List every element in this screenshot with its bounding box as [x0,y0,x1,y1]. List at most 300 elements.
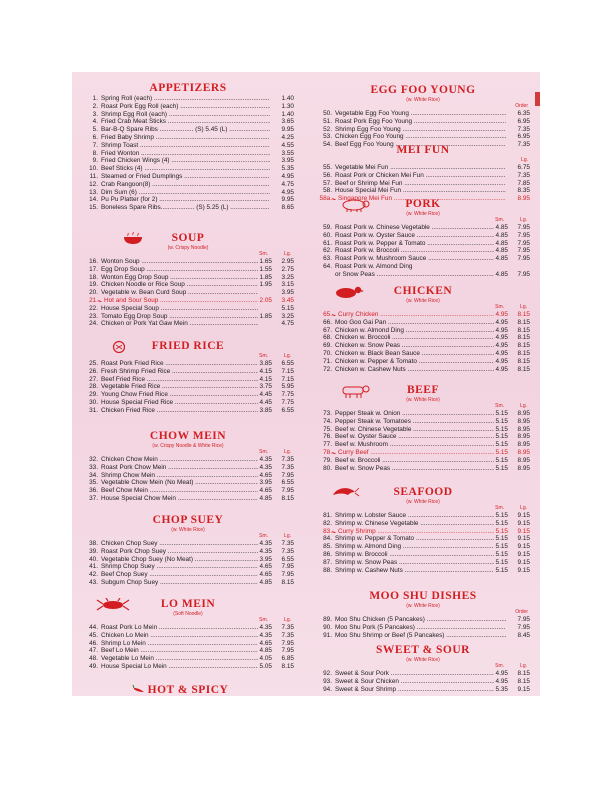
item-name: Singapore Mei Fun ..... [338,195,506,203]
section-title-text: APPETIZERS [149,82,227,94]
item-price-large: 7.35 [281,624,294,631]
section-title [316,590,530,603]
item-price-small: 3.75 [259,383,272,391]
item-name: Curry Shrimp ..... [338,528,494,536]
item-price: 9.95 [281,196,294,204]
section-title-text: CHOP SUEY [152,514,224,526]
item-price-small: 4.65 [259,471,272,479]
chicken-icon [332,285,366,297]
item-price-small: 1.85 [259,273,272,281]
lobster-icon [96,598,130,610]
item-name: Chicken Noodle or Rice Soup ..... [101,281,258,289]
section-lo-mein [82,598,294,671]
section-title [316,486,530,499]
item-name: Vegetable Fried Rice ..... [101,383,258,391]
header-large: Lg. [284,617,291,623]
item-number: 91. [323,631,332,639]
item-number: 30. [89,398,98,406]
item-price: 8.35 [517,187,530,195]
section-subtitle: (w. Crispy Noodle) [167,245,209,251]
item-name: Roast Pork Egg Roll (each) ..... [101,103,270,111]
menu-item [82,165,294,173]
menu-item [316,535,530,543]
section-title [82,430,294,443]
item-price-large: 6.55 [281,479,294,487]
item-number: 76. [323,433,332,441]
item-price: 6.35 [517,110,530,117]
section-title [82,232,294,245]
item-name: Roast Pork w. Broccoli ..... [335,247,494,255]
item-number: 66. [323,318,332,326]
menu-item [316,543,530,551]
menu-item [316,247,530,255]
menu-item [316,126,530,134]
menu-item [82,297,294,305]
item-price: 7.35 [517,125,530,133]
item-number: 5. [92,126,98,134]
item-number: 67. [323,326,332,334]
item-price-small: 3.95 [259,479,272,487]
menu-item [316,164,530,172]
item-name: Sweet & Sour Shrimp ..... [335,686,494,694]
item-number: 8. [92,149,98,157]
item-name: Shrimp Toast ..... [101,142,270,150]
item-number: 71. [323,357,332,365]
item-price-large: 7.95 [517,255,530,263]
menu-item [316,449,530,457]
item-price-large: 8.15 [517,334,530,342]
item-name: Tomato Egg Drop Soup ..... [101,313,258,321]
section-subtitle: (w. Crispy Noodle & White Rice) [152,443,224,449]
item-name: Pepper Steak w. Onion ..... [335,410,494,418]
item-price-small: 5.15 [495,448,508,456]
item-number: 70. [323,349,332,357]
item-price-small: 4.65 [259,487,272,495]
menu-item [82,472,294,480]
section-title-text: EGG FOO YOUNG [370,84,476,96]
item-name: Shrimp w. Broccoli ..... [335,551,494,559]
item-price-small: 3.85 [259,360,272,367]
section-chow-mein [82,430,294,503]
item-name: House Special Fried Rice ..... [101,399,258,407]
item-price-large: 7.95 [281,471,294,479]
item-price-small: 4.35 [259,456,272,463]
item-name: Beef Chop Suey ..... [101,571,258,579]
section-title [82,684,294,696]
section-subtitle: (w. White Rice) [406,603,440,609]
item-name: Beef or Shrimp Mei Fun ..... [335,180,506,188]
item-number: 31. [89,406,98,414]
item-number: 43. [89,578,98,586]
item-price-large: 7.15 [281,367,294,375]
item-name: Roast Pork w. Almond Ding [335,262,413,270]
item-price-large: 2.75 [281,265,294,273]
item-price: 6.95 [517,117,530,125]
item-price-large: 7.95 [517,224,530,231]
menu-item [82,95,294,103]
item-name: Moo Goo Gai Pan ..... [335,319,494,327]
item-name: House Special Soup ..... [101,305,258,313]
item-number: 87. [323,558,332,566]
item-price-small: 4.35 [259,463,272,471]
menu-item [316,271,530,279]
item-price-small: 3.85 [259,406,272,414]
item-price-large: 6.55 [281,406,294,414]
menu-item [82,647,294,655]
item-price-small: 4.35 [259,624,272,631]
item-name: Shrimp w. Lobster Sauce ..... [335,512,494,520]
price-headers [316,663,530,670]
item-price: 4.25 [281,133,294,141]
item-price-large: 3.95 [281,289,294,297]
header-large: Lg. [284,251,291,257]
item-number: 28. [89,383,98,391]
header-small: Sm. [259,617,268,623]
menu-item [316,410,530,418]
section-title-text: MEI FUN [396,144,450,156]
item-number: 26. [89,367,98,375]
section-title-text: SEAFOOD [393,486,453,498]
item-number: 27. [89,375,98,383]
menu-item [82,479,294,487]
item-number: 44. [89,624,98,631]
item-number: 9. [92,157,98,165]
item-price-large: 9.15 [517,558,530,566]
item-name: Beef w. Chinese Vegetable ..... [335,426,494,434]
item-number: 12. [89,180,98,188]
item-number: 41. [89,563,98,571]
item-name: Pepper Steak w. Tomatoes ..... [335,418,494,426]
item-price-small: 5.15 [495,433,508,441]
item-price: 6.95 [517,133,530,141]
item-number: 49. [89,662,98,670]
section-mei-fun [316,144,530,203]
item-number: 16. [89,258,98,265]
item-price-small: 5.15 [495,410,508,417]
menu-item [316,180,530,188]
section-title-text: PORK [405,198,441,210]
section-subtitle: (Soft Noodle) [173,611,203,617]
section-beef [316,384,530,472]
item-number: 94. [323,685,332,693]
item-name: Chicken Chop Suey ..... [101,540,258,548]
section-title [316,285,530,298]
item-price-small: 4.85 [495,239,508,247]
item-price-large: 8.95 [517,410,530,417]
item-price-large: 9.15 [517,543,530,551]
header-small: Sm. [259,353,268,359]
item-price-large: 9.15 [517,550,530,558]
item-number: 6. [92,133,98,141]
item-number: 72. [323,365,332,373]
item-name: Chicken w. Almond Ding ..... [335,327,494,335]
menu-item [316,520,530,528]
menu-item [82,181,294,189]
menu-item [316,334,530,342]
item-name: Roast Pork w. Chinese Vegetable ..... [335,224,494,232]
item-price-large: 8.15 [517,311,530,318]
menu-item [316,528,530,536]
menu-item [316,172,530,180]
item-number: 77. [323,441,332,449]
item-price-small: 4.35 [259,540,272,547]
item-number: 20. [89,289,98,297]
item-price-large: 2.95 [281,258,294,265]
item-price-small: 5.15 [495,456,508,464]
menu-item [316,224,530,232]
section-subtitle: (w. White Rice) [171,527,205,533]
item-number: 7. [92,141,98,149]
item-number: 33. [89,463,98,471]
item-number: 11. [89,172,98,180]
item-price-small: 4.85 [259,494,272,502]
item-price-large: 8.95 [517,433,530,441]
item-price-large: 3.15 [281,281,294,289]
item-price-large: 9.15 [517,685,530,693]
item-number: 65. [323,311,332,318]
section-fried-rice [82,340,294,415]
item-name: Pu Pu Platter (for 2) ..... [101,196,270,204]
item-name: Fried Chicken Wings (4) ..... [101,157,270,165]
item-name: Roast Pork Chop Suey ..... [101,548,258,556]
menu-item [316,240,530,248]
item-price: 1.30 [281,102,294,110]
soup-bowl-icon [122,232,144,244]
header-large: Lg. [284,533,291,539]
item-name: House Special Mei Fun ..... [335,187,506,195]
menu-item [316,350,530,358]
item-number: 58. [323,187,332,195]
section-title [82,82,294,95]
item-price-small: 4.85 [259,578,272,586]
header-small: Sm. [259,449,268,455]
item-price-large: 8.95 [517,417,530,425]
item-name: Fried Baby Shrimp ..... [101,134,270,142]
menu-item [316,670,530,678]
section-chop-suey [82,514,294,587]
item-price-large: 6.55 [281,555,294,563]
item-number: 14. [89,196,98,204]
item-name: Chicken Chow Mein ..... [101,456,258,464]
section-pork [316,198,530,279]
item-number: 69. [323,342,332,350]
item-price-small: 1.95 [259,281,272,289]
menu-item [82,548,294,556]
section-title-text: LO MEIN [160,598,216,610]
menu-item [82,111,294,119]
header-small: Sm. [495,304,504,310]
item-number: 63. [323,255,332,263]
menu-item [316,187,530,195]
item-price-small: 4.35 [259,631,272,639]
item-number: 58a. [319,195,332,203]
item-price-large: 8.15 [517,677,530,685]
item-price-small: 4.35 [259,547,272,555]
item-number: 47. [89,647,98,655]
item-price-small: 4.95 [495,349,508,357]
menu-item [82,407,294,415]
item-name: Beef Lo Mein ..... [101,647,258,655]
menu-item [82,281,294,289]
header-large: Lg. [520,304,527,310]
item-number: 68. [323,334,332,342]
item-name: Roast Pork Lo Mein ..... [101,624,258,632]
item-price: 8.65 [281,204,294,212]
item-name: Shrimp Egg Foo Young ..... [335,126,506,134]
item-number: 29. [89,391,98,399]
item-name: or Snow Peas ..... [335,271,494,279]
shrimp-icon [330,486,360,498]
item-number: 85. [323,543,332,551]
item-price-large: 3.25 [281,273,294,281]
section-title-text: BEEF [406,384,440,396]
section-soup [82,232,294,328]
item-number: 10. [89,165,98,173]
price-headers [316,609,530,616]
section-title-text: SOUP [171,232,205,244]
menu-item [316,567,530,575]
item-price: 4.95 [281,188,294,196]
menu-item [316,686,530,694]
menu-item [316,255,530,263]
item-price: 7.95 [517,616,530,623]
item-price-small: 4.95 [495,326,508,334]
item-number: 38. [89,540,98,547]
header-small: Sm. [259,251,268,257]
item-name: Chicken w. Snow Peas ..... [335,342,494,350]
item-price-large: 8.95 [517,425,530,433]
menu-item [82,624,294,632]
menu-item [82,376,294,384]
header-large: Lg. [520,403,527,409]
menu-item [82,150,294,158]
item-name: Sweet & Sour Pork ..... [335,670,494,678]
item-price-large: 9.15 [517,519,530,527]
item-price-small: 4.95 [495,342,508,350]
item-name: Shrimp Chow Mein ..... [101,472,258,480]
item-price-small: 5.15 [495,425,508,433]
item-price: 3.55 [281,149,294,157]
section-title-text: CHICKEN [393,285,453,297]
item-number: 45. [89,631,98,639]
menu-item [316,327,530,335]
header-small: Sm. [495,403,504,409]
item-number: 80. [323,464,332,472]
item-name: Egg Drop Soup ..... [101,266,258,274]
section-title-text: FRIED RICE [151,340,225,352]
header-small: Sm. [495,663,504,669]
item-name: Steamed or Fried Dumplings ..... [101,173,270,181]
item-price-large: 7.35 [281,540,294,547]
item-number: 82. [323,519,332,527]
item-price-small: 5.15 [495,519,508,527]
item-number: 84. [323,535,332,543]
chili-icon [132,684,146,696]
item-name: Shrimp w. Cashew Nuts ..... [335,567,494,575]
item-price-large: 8.15 [281,494,294,502]
item-price-small: 4.95 [495,311,508,318]
item-number: 55. [323,164,332,171]
rice-bowl-icon [108,340,130,352]
item-price-small: 1.65 [259,258,272,265]
item-name: Beef w. Snow Peas ..... [335,465,494,473]
item-name: Shrimp Egg Roll (each) ..... [101,111,270,119]
menu-item [82,383,294,391]
price-headers [316,304,530,311]
menu-item [82,313,294,321]
menu-item [316,465,530,473]
item-name: Crab Rangoon(8) ..... [101,181,270,189]
item-name: Chicken Lo Mein ..... [101,632,258,640]
section-title [82,340,294,353]
item-price-small: 5.15 [495,464,508,472]
item-number: 92. [323,670,332,677]
item-number: 1. [92,95,98,102]
item-name: Roast Pork w. Oyster Sauce ..... [335,232,494,240]
menu-item [316,358,530,366]
item-name: Chicken w. Black Bean Sauce ..... [335,350,494,358]
item-name: Roast Pork Fried Rice ..... [101,360,258,368]
section-seafood [316,486,530,574]
item-price-small: 4.85 [259,647,272,655]
item-name: Bar-B-Q Spare Ribs ................... (S) 5.45 (L) ..... [101,126,270,134]
item-price-large: 7.15 [281,375,294,383]
menu-item [82,360,294,368]
menu-item [316,133,530,141]
menu-item [82,142,294,150]
item-name: House Special Chow Mein ..... [101,495,258,503]
item-price-large: 8.15 [517,357,530,365]
item-price: 4.55 [281,141,294,149]
header-price: Lg. [521,157,528,163]
menu-item [82,540,294,548]
item-number: 89. [323,616,332,623]
item-name: Shrimp Lo Mein ..... [101,640,258,648]
item-number: 78. [323,448,332,456]
header-small: Sm. [495,505,504,511]
item-name: Beef Chow Mein ..... [101,487,258,495]
item-price: 3.95 [281,157,294,165]
item-price-small: 2.05 [259,296,272,304]
item-name: Roast Pork Egg Foo Young ..... [335,118,506,126]
item-price-small: 5.35 [495,685,508,693]
item-price-small: 4.95 [495,670,508,677]
menu-item [316,433,530,441]
item-price-large: 3.25 [281,312,294,320]
item-number: 19. [89,281,98,289]
menu-item [316,342,530,350]
item-price-large: 8.15 [517,670,530,677]
item-name: Shrimp w. Snow Peas ..... [335,559,494,567]
item-price-small: 4.65 [259,639,272,647]
item-name: Roast Pork w. Pepper & Tomato ..... [335,240,494,248]
item-name: Wonton Soup ..... [101,258,258,266]
menu-item [82,655,294,663]
section-chicken [316,285,530,373]
item-price-large: 5.95 [281,383,294,391]
item-number: 51. [323,117,332,125]
page-edge-tab [535,92,540,106]
item-price-small: 5.15 [495,527,508,535]
section-subtitle: (w. White Rice) [406,211,440,217]
header-large: Lg. [284,353,291,359]
section-title [316,384,530,397]
item-number: 56. [323,171,332,179]
item-price: 1.40 [281,95,294,102]
price-headers [82,533,294,540]
item-number: 21. [89,296,98,304]
item-price-small: 1.85 [259,312,272,320]
